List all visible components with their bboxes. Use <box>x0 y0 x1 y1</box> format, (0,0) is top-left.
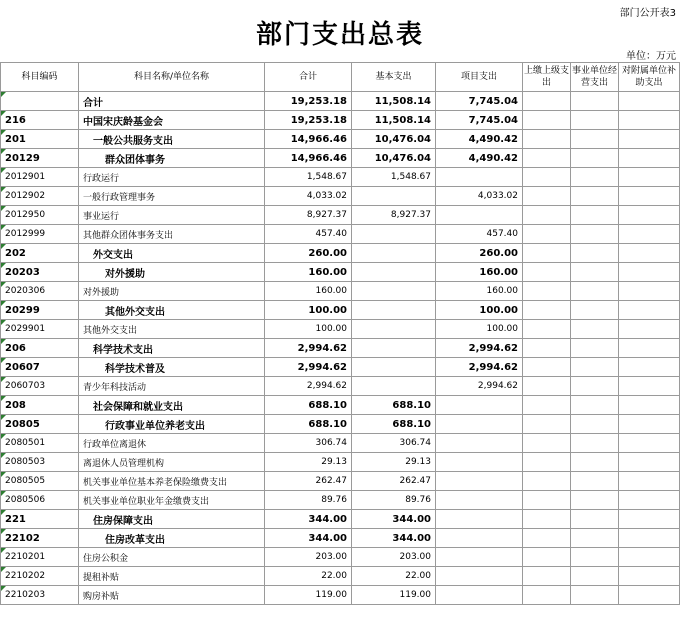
total-cell: 22.00 <box>265 567 352 586</box>
business-cell <box>571 377 619 396</box>
remit-cell <box>523 168 571 187</box>
code-cell: 2080503 <box>1 453 79 472</box>
project-cell <box>436 434 523 453</box>
table-row <box>1 206 680 225</box>
total-cell: 688.10 <box>265 415 352 434</box>
code-cell: 2080505 <box>1 472 79 491</box>
name-cell: 其他外交支出 <box>79 320 265 339</box>
project-cell: 2,994.62 <box>436 358 523 377</box>
total-cell: 89.76 <box>265 491 352 510</box>
code-cell: 2029901 <box>1 320 79 339</box>
code-cell: 22102 <box>1 529 79 548</box>
header-subsidy: 对附属单位补助支出 <box>619 63 680 92</box>
total-cell: 344.00 <box>265 529 352 548</box>
business-cell <box>571 187 619 206</box>
code-cell: 20805 <box>1 415 79 434</box>
total-cell: 14,966.46 <box>265 130 352 149</box>
project-cell: 7,745.04 <box>436 92 523 111</box>
total-cell: 100.00 <box>265 301 352 320</box>
business-cell <box>571 453 619 472</box>
business-cell <box>571 586 619 605</box>
business-cell <box>571 111 619 130</box>
remit-cell <box>523 282 571 301</box>
subsidy-cell <box>619 415 680 434</box>
name-cell: 外交支出 <box>79 244 265 263</box>
name-cell: 其他外交支出 <box>79 301 265 320</box>
name-cell: 一般行政管理事务 <box>79 187 265 206</box>
name-cell: 行政单位离退休 <box>79 434 265 453</box>
project-cell: 260.00 <box>436 244 523 263</box>
total-cell: 160.00 <box>265 263 352 282</box>
basic-cell: 29.13 <box>352 453 436 472</box>
remit-cell <box>523 491 571 510</box>
header-total: 合计 <box>265 63 352 92</box>
remit-cell <box>523 339 571 358</box>
report-tag: 部门公开表3 <box>619 8 676 19</box>
remit-cell <box>523 130 571 149</box>
remit-cell <box>523 206 571 225</box>
business-cell <box>571 567 619 586</box>
code-cell: 216 <box>1 111 79 130</box>
business-cell <box>571 168 619 187</box>
business-cell <box>571 225 619 244</box>
table-row <box>1 187 680 206</box>
table-row <box>1 301 680 320</box>
total-cell: 262.47 <box>265 472 352 491</box>
code-cell: 2080506 <box>1 491 79 510</box>
business-cell <box>571 320 619 339</box>
table-row <box>1 434 680 453</box>
code-cell: 206 <box>1 339 79 358</box>
code-cell: 2210201 <box>1 548 79 567</box>
total-cell: 160.00 <box>265 282 352 301</box>
business-cell <box>571 358 619 377</box>
project-cell <box>436 472 523 491</box>
total-cell: 100.00 <box>265 320 352 339</box>
basic-cell: 688.10 <box>352 415 436 434</box>
remit-cell <box>523 92 571 111</box>
remit-cell <box>523 434 571 453</box>
code-cell: 20607 <box>1 358 79 377</box>
name-cell: 住房改革支出 <box>79 529 265 548</box>
name-cell: 提租补贴 <box>79 567 265 586</box>
name-cell: 其他群众团体事务支出 <box>79 225 265 244</box>
subsidy-cell <box>619 548 680 567</box>
table-row <box>1 567 680 586</box>
basic-cell: 344.00 <box>352 529 436 548</box>
code-cell: 2080501 <box>1 434 79 453</box>
name-cell: 离退休人员管理机构 <box>79 453 265 472</box>
basic-cell: 306.74 <box>352 434 436 453</box>
page-title: 部门支出总表 <box>255 20 424 50</box>
table-row <box>1 510 680 529</box>
table-row <box>1 225 680 244</box>
subsidy-cell <box>619 130 680 149</box>
project-cell: 4,490.42 <box>436 149 523 168</box>
business-cell <box>571 92 619 111</box>
table-row <box>1 320 680 339</box>
code-cell: 202 <box>1 244 79 263</box>
table-row <box>1 244 680 263</box>
remit-cell <box>523 149 571 168</box>
project-cell: 100.00 <box>436 320 523 339</box>
project-cell <box>436 529 523 548</box>
project-cell: 100.00 <box>436 301 523 320</box>
project-cell <box>436 586 523 605</box>
project-cell: 2,994.62 <box>436 339 523 358</box>
basic-cell <box>352 339 436 358</box>
remit-cell <box>523 320 571 339</box>
header-name: 科目名称/单位名称 <box>79 63 265 92</box>
remit-cell <box>523 301 571 320</box>
subsidy-cell <box>619 168 680 187</box>
remit-cell <box>523 529 571 548</box>
subsidy-cell <box>619 320 680 339</box>
remit-cell <box>523 187 571 206</box>
remit-cell <box>523 111 571 130</box>
project-cell <box>436 491 523 510</box>
name-cell: 合计 <box>79 92 265 111</box>
table-row <box>1 529 680 548</box>
name-cell: 科学技术普及 <box>79 358 265 377</box>
business-cell <box>571 130 619 149</box>
name-cell: 科学技术支出 <box>79 339 265 358</box>
table-row <box>1 491 680 510</box>
name-cell: 机关事业单位职业年金缴费支出 <box>79 491 265 510</box>
table-row <box>1 548 680 567</box>
subsidy-cell <box>619 453 680 472</box>
project-cell <box>436 206 523 225</box>
table-row <box>1 377 680 396</box>
subsidy-cell <box>619 149 680 168</box>
remit-cell <box>523 225 571 244</box>
subsidy-cell <box>619 187 680 206</box>
business-cell <box>571 529 619 548</box>
subsidy-cell <box>619 396 680 415</box>
basic-cell <box>352 320 436 339</box>
basic-cell: 10,476.04 <box>352 149 436 168</box>
business-cell <box>571 415 619 434</box>
header-basic: 基本支出 <box>352 63 436 92</box>
name-cell: 事业运行 <box>79 206 265 225</box>
table-row <box>1 168 680 187</box>
total-cell: 2,994.62 <box>265 339 352 358</box>
business-cell <box>571 206 619 225</box>
table-row <box>1 339 680 358</box>
basic-cell: 11,508.14 <box>352 111 436 130</box>
name-cell: 住房公积金 <box>79 548 265 567</box>
total-cell: 119.00 <box>265 586 352 605</box>
project-cell: 4,490.42 <box>436 130 523 149</box>
subsidy-cell <box>619 377 680 396</box>
code-cell <box>1 92 79 111</box>
subsidy-cell <box>619 586 680 605</box>
name-cell: 青少年科技活动 <box>79 377 265 396</box>
total-cell: 2,994.62 <box>265 377 352 396</box>
subsidy-cell <box>619 434 680 453</box>
table-row <box>1 472 680 491</box>
subsidy-cell <box>619 491 680 510</box>
project-cell: 2,994.62 <box>436 377 523 396</box>
business-cell <box>571 339 619 358</box>
code-cell: 2012950 <box>1 206 79 225</box>
code-cell: 2012901 <box>1 168 79 187</box>
total-cell: 8,927.37 <box>265 206 352 225</box>
basic-cell <box>352 225 436 244</box>
name-cell: 中国宋庆龄基金会 <box>79 111 265 130</box>
code-cell: 2012999 <box>1 225 79 244</box>
table-row <box>1 358 680 377</box>
business-cell <box>571 510 619 529</box>
total-cell: 260.00 <box>265 244 352 263</box>
business-cell <box>571 472 619 491</box>
name-cell: 对外援助 <box>79 263 265 282</box>
header-project: 项目支出 <box>436 63 523 92</box>
basic-cell <box>352 187 436 206</box>
remit-cell <box>523 453 571 472</box>
business-cell <box>571 244 619 263</box>
remit-cell <box>523 396 571 415</box>
remit-cell <box>523 244 571 263</box>
subsidy-cell <box>619 263 680 282</box>
subsidy-cell <box>619 206 680 225</box>
total-cell: 29.13 <box>265 453 352 472</box>
project-cell <box>436 396 523 415</box>
table-row <box>1 92 680 111</box>
basic-cell: 22.00 <box>352 567 436 586</box>
name-cell: 住房保障支出 <box>79 510 265 529</box>
total-cell: 203.00 <box>265 548 352 567</box>
table-row <box>1 396 680 415</box>
code-cell: 20299 <box>1 301 79 320</box>
project-cell: 4,033.02 <box>436 187 523 206</box>
remit-cell <box>523 510 571 529</box>
table-row <box>1 111 680 130</box>
code-cell: 20203 <box>1 263 79 282</box>
header-remit: 上缴上级支出 <box>523 63 571 92</box>
remit-cell <box>523 548 571 567</box>
code-cell: 201 <box>1 130 79 149</box>
project-cell: 457.40 <box>436 225 523 244</box>
code-cell: 221 <box>1 510 79 529</box>
total-cell: 457.40 <box>265 225 352 244</box>
expenditure-table <box>0 62 680 605</box>
name-cell: 购房补贴 <box>79 586 265 605</box>
subsidy-cell <box>619 358 680 377</box>
project-cell: 160.00 <box>436 282 523 301</box>
table-row <box>1 130 680 149</box>
table-row <box>1 149 680 168</box>
unit-label: 单位：万元 <box>626 51 676 62</box>
total-cell: 1,548.67 <box>265 168 352 187</box>
basic-cell: 8,927.37 <box>352 206 436 225</box>
code-cell: 2020306 <box>1 282 79 301</box>
basic-cell <box>352 358 436 377</box>
remit-cell <box>523 358 571 377</box>
name-cell: 机关事业单位基本养老保险缴费支出 <box>79 472 265 491</box>
subsidy-cell <box>619 339 680 358</box>
basic-cell <box>352 282 436 301</box>
subsidy-cell <box>619 111 680 130</box>
total-cell: 4,033.02 <box>265 187 352 206</box>
business-cell <box>571 396 619 415</box>
total-cell: 14,966.46 <box>265 149 352 168</box>
business-cell <box>571 263 619 282</box>
basic-cell: 1,548.67 <box>352 168 436 187</box>
code-cell: 2012902 <box>1 187 79 206</box>
remit-cell <box>523 472 571 491</box>
code-cell: 2210203 <box>1 586 79 605</box>
code-cell: 208 <box>1 396 79 415</box>
basic-cell <box>352 377 436 396</box>
table-row <box>1 282 680 301</box>
remit-cell <box>523 263 571 282</box>
name-cell: 社会保障和就业支出 <box>79 396 265 415</box>
name-cell: 行政运行 <box>79 168 265 187</box>
business-cell <box>571 491 619 510</box>
subsidy-cell <box>619 529 680 548</box>
basic-cell <box>352 301 436 320</box>
basic-cell <box>352 263 436 282</box>
name-cell: 一般公共服务支出 <box>79 130 265 149</box>
name-cell: 行政事业单位养老支出 <box>79 415 265 434</box>
table-body <box>1 92 680 605</box>
business-cell <box>571 434 619 453</box>
project-cell <box>436 453 523 472</box>
remit-cell <box>523 415 571 434</box>
project-cell <box>436 415 523 434</box>
project-cell <box>436 567 523 586</box>
project-cell <box>436 548 523 567</box>
table-row <box>1 453 680 472</box>
remit-cell <box>523 586 571 605</box>
project-cell <box>436 510 523 529</box>
subsidy-cell <box>619 92 680 111</box>
basic-cell: 11,508.14 <box>352 92 436 111</box>
subsidy-cell <box>619 472 680 491</box>
code-cell: 2210202 <box>1 567 79 586</box>
total-cell: 306.74 <box>265 434 352 453</box>
code-cell: 20129 <box>1 149 79 168</box>
business-cell <box>571 301 619 320</box>
total-cell: 19,253.18 <box>265 92 352 111</box>
table-row <box>1 415 680 434</box>
project-cell: 160.00 <box>436 263 523 282</box>
basic-cell: 10,476.04 <box>352 130 436 149</box>
project-cell: 7,745.04 <box>436 111 523 130</box>
remit-cell <box>523 377 571 396</box>
total-cell: 688.10 <box>265 396 352 415</box>
business-cell <box>571 548 619 567</box>
subsidy-cell <box>619 510 680 529</box>
basic-cell: 119.00 <box>352 586 436 605</box>
business-cell <box>571 149 619 168</box>
name-cell: 群众团体事务 <box>79 149 265 168</box>
subsidy-cell <box>619 225 680 244</box>
total-cell: 2,994.62 <box>265 358 352 377</box>
basic-cell: 688.10 <box>352 396 436 415</box>
basic-cell: 203.00 <box>352 548 436 567</box>
basic-cell: 262.47 <box>352 472 436 491</box>
project-cell <box>436 168 523 187</box>
remit-cell <box>523 567 571 586</box>
basic-cell: 344.00 <box>352 510 436 529</box>
business-cell <box>571 282 619 301</box>
subsidy-cell <box>619 567 680 586</box>
basic-cell: 89.76 <box>352 491 436 510</box>
basic-cell <box>352 244 436 263</box>
subsidy-cell <box>619 282 680 301</box>
header-business: 事业单位经营支出 <box>571 63 619 92</box>
header-code: 科目编码 <box>1 63 79 92</box>
total-cell: 344.00 <box>265 510 352 529</box>
table-row <box>1 263 680 282</box>
header-row <box>1 63 680 92</box>
subsidy-cell <box>619 244 680 263</box>
table-row <box>1 586 680 605</box>
name-cell: 对外援助 <box>79 282 265 301</box>
total-cell: 19,253.18 <box>265 111 352 130</box>
subsidy-cell <box>619 301 680 320</box>
code-cell: 2060703 <box>1 377 79 396</box>
